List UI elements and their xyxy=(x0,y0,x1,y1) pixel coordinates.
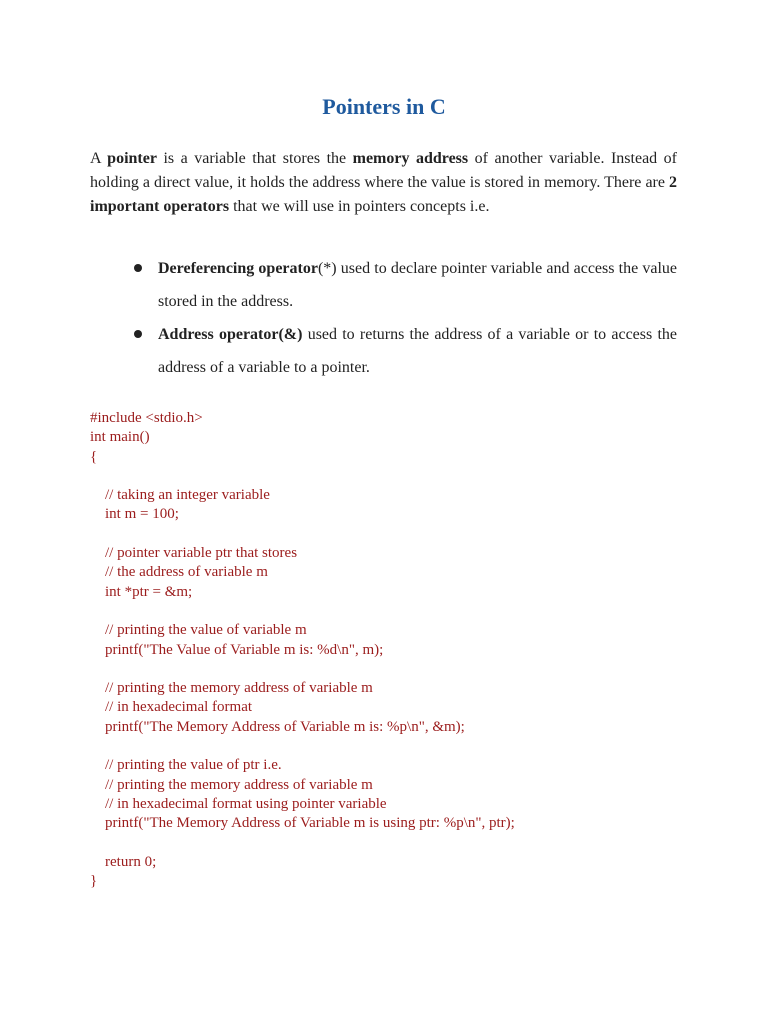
code-line: // taking an integer variable xyxy=(90,487,270,504)
intro-bold-operators: 2 important operators xyxy=(90,174,677,215)
code-line: // printing the value of ptr i.e. xyxy=(90,757,282,774)
code-line xyxy=(90,467,730,486)
code-line: // pointer variable ptr that stores xyxy=(90,545,298,562)
intro-text-4: that we will use in pointers concepts i.e. xyxy=(229,198,490,215)
code-line: // printing the memory address of variable m xyxy=(90,680,373,697)
code-line: } xyxy=(90,873,98,890)
code-line xyxy=(90,737,730,756)
bullet-bold-label: Address operator(&) xyxy=(158,326,303,343)
code-line: // printing the value of variable m xyxy=(90,622,307,639)
code-line: // printing the memory address of variable m xyxy=(90,776,373,793)
code-line xyxy=(90,602,730,621)
code-line: printf("The Value of Variable m is: %d\n", m); xyxy=(90,641,384,658)
code-line: return 0; xyxy=(90,853,157,870)
intro-text-2: is a variable that stores the xyxy=(156,150,353,167)
code-line: printf("The Memory Address of Variable m is using ptr: %p\n", ptr); xyxy=(90,815,515,832)
code-line: // in hexadecimal format xyxy=(90,699,253,716)
code-line: // in hexadecimal format using pointer variable xyxy=(90,795,387,812)
document-title: Pointers in C xyxy=(322,94,446,119)
code-line: int m = 100; xyxy=(90,506,179,523)
bullet-text: (*) used to declare pointer variable and access the value stored in the address. xyxy=(158,260,677,310)
intro-paragraph xyxy=(90,147,677,219)
code-line: int main() xyxy=(90,429,150,446)
intro-text-3: of another variable. Instead of holding a direct value, it holds the address where the value is stored in memory. There are xyxy=(90,150,677,191)
intro-bold-pointer: pointer xyxy=(107,150,157,167)
bullet-bold-label: Dereferencing operator xyxy=(158,260,318,277)
code-block xyxy=(90,409,730,891)
code-line: printf("The Memory Address of Variable m is: %p\n", &m); xyxy=(90,718,465,735)
intro-text-1: A xyxy=(90,150,108,167)
list-item-dereferencing xyxy=(90,252,677,318)
code-line xyxy=(90,834,730,853)
bullet-icon xyxy=(134,330,142,338)
code-line xyxy=(90,525,730,544)
bullet-text: used to returns the address of a variable or to access the address of a variable to a pointer. xyxy=(158,326,678,376)
code-line: // the address of variable m xyxy=(90,564,268,581)
intro-bold-memory-address: memory address xyxy=(352,150,469,167)
code-line xyxy=(90,660,730,679)
code-line: { xyxy=(90,448,98,465)
code-line: int *ptr = &m; xyxy=(90,583,193,600)
bullet-icon xyxy=(134,264,142,272)
list-item-address xyxy=(90,318,677,384)
code-line: #include <stdio.h> xyxy=(90,410,203,426)
operator-list xyxy=(90,252,677,384)
